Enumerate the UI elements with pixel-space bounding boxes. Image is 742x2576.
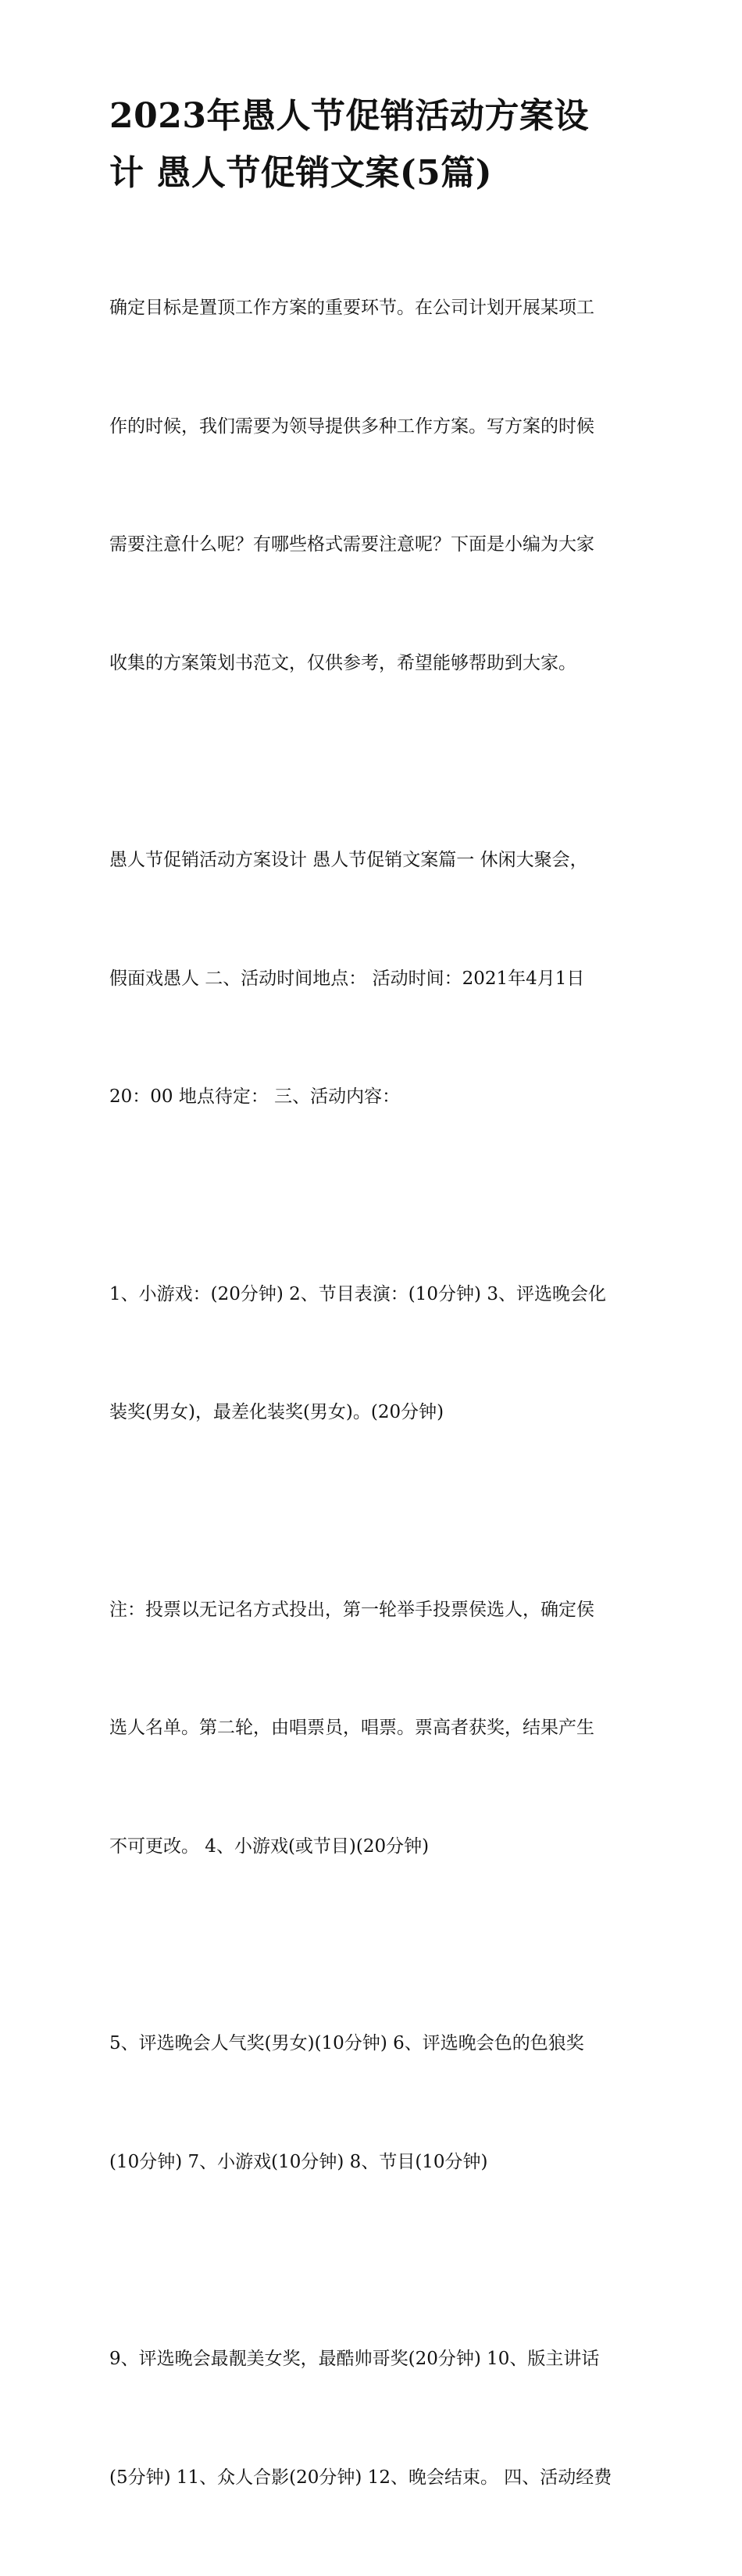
awards-paragraph	[109, 1945, 640, 2260]
text-line: 确定目标是置顶工作方案的重要环节。在公司计划开展某项工	[109, 298, 594, 318]
text-line: 不可更改。 4、小游戏(或节目)(20分钟)	[109, 1836, 430, 1857]
text-line: 20：00 地点待定： 三、活动内容：	[109, 1086, 401, 1107]
activity-items-paragraph	[109, 1196, 640, 1511]
text-line: 作的时候，我们需要为领导提供多种工作方案。写方案的时候	[109, 416, 594, 437]
document-title	[109, 87, 640, 202]
voting-note-paragraph	[109, 1511, 640, 1946]
text-line: 5、评选晚会人气奖(男女)(10分钟) 6、评选晚会色的色狼奖	[109, 2033, 584, 2053]
text-line: (10分钟) 7、小游戏(10分钟) 8、节目(10分钟)	[109, 2151, 488, 2172]
intro-paragraph	[109, 209, 640, 762]
text-line: 注：投票以无记名方式投出，第一轮举手投票侯选人，确定侯	[109, 1599, 594, 1620]
text-line: 1、小游戏：(20分钟) 2、节目表演：(10分钟) 3、评选晚会化	[109, 1283, 606, 1304]
text-line: 假面戏愚人 二、活动时间地点： 活动时间：2021年4月1日	[109, 968, 585, 989]
text-line: 选人名单。第二轮，由唱票员，唱票。票高者获奖，结果产生	[109, 1718, 594, 1738]
title-line: 计 愚人节促销文案(5篇)	[109, 153, 493, 193]
document-body	[109, 87, 640, 2576]
text-line: 9、评选晚会最靓美女奖，最酷帅哥奖(20分钟) 10、版主讲话	[109, 2349, 600, 2369]
text-line: (5分钟) 11、众人合影(20分钟) 12、晚会结束。 四、活动经费	[109, 2467, 612, 2488]
text-line: 愚人节促销活动方案设计 愚人节促销文案篇一 休闲大聚会，	[109, 850, 588, 870]
text-line: 装奖(男女)，最差化装奖(男女)。(20分钟)	[109, 1402, 444, 1422]
text-line: 需要注意什么呢？有哪些格式需要注意呢？下面是小编为大家	[109, 534, 594, 555]
activity-time-paragraph	[109, 762, 640, 1196]
title-line: 2023年愚人节促销活动方案设	[109, 96, 589, 136]
closing-paragraph	[109, 2260, 640, 2576]
text-line: 收集的方案策划书范文，仅供参考，希望能够帮助到大家。	[109, 652, 576, 673]
